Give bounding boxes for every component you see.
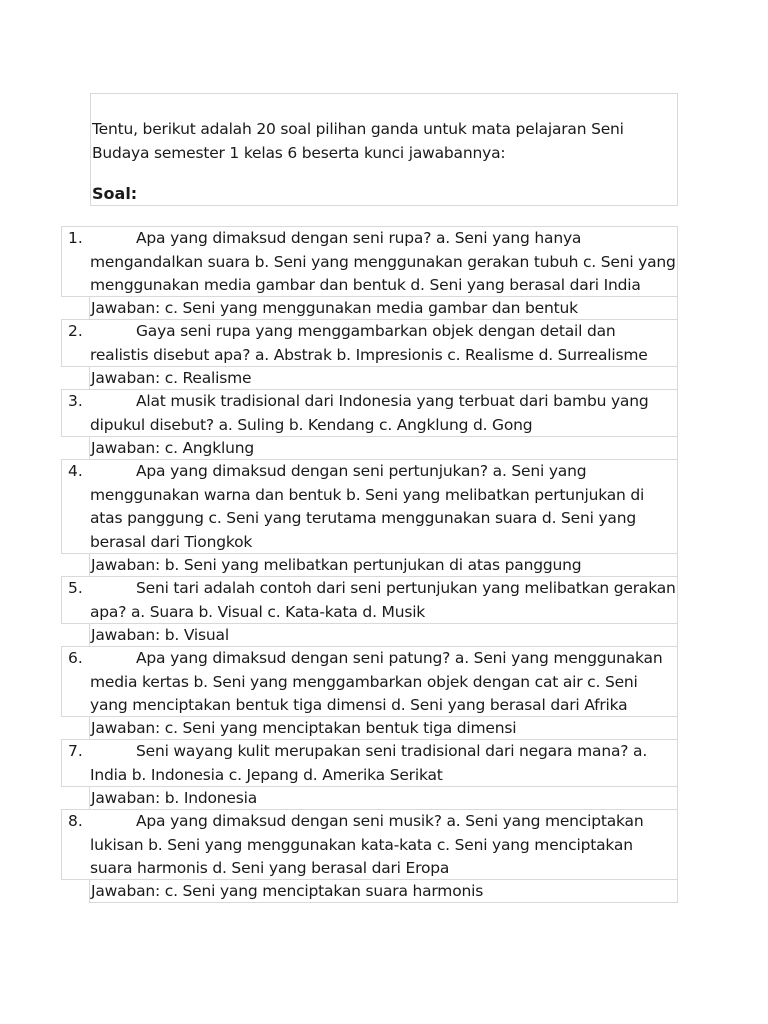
answer-1: Jawaban: c. Seni yang menggunakan media gambar dan bentuk [89,296,678,320]
question-6 [61,646,678,717]
question-list [61,227,678,903]
question-number: 8. [68,812,83,830]
answer-8: Jawaban: c. Seni yang menciptakan suara harmonis [89,879,678,903]
answer-3: Jawaban: c. Angklung [89,436,678,460]
question-text: Alat musik tradisional dari Indonesia yang terbuat dari bambu yang dipukul disebut? a. Suling b. Kendang c. Angklung d. Gong [90,392,649,434]
question-3 [61,389,678,437]
question-number: 6. [68,649,83,667]
intro-box [90,93,678,206]
answer-6: Jawaban: c. Seni yang menciptakan bentuk tiga dimensi [89,716,678,740]
answer-5: Jawaban: b. Visual [89,623,678,647]
question-number: 5. [68,579,83,597]
question-text: Apa yang dimaksud dengan seni musik? a. Seni yang menciptakan lukisan b. Seni yang menggunakan kata-kata c. Seni yang menciptakan suara harmonis d. Seni yang berasal dari Eropa [90,812,644,877]
question-number: 7. [68,742,83,760]
question-4 [61,459,678,554]
question-number: 2. [68,322,83,340]
answer-2: Jawaban: c. Realisme [89,366,678,390]
question-text: Seni wayang kulit merupakan seni tradisional dari negara mana? a. India b. Indonesia c. Jepang d. Amerika Serikat [90,742,648,784]
question-2 [61,319,678,367]
question-text: Gaya seni rupa yang menggambarkan objek dengan detail dan realistis disebut apa? a. Abstrak b. Impresionis c. Realisme d. Surrealisme [90,322,648,364]
question-1 [61,226,678,297]
answer-4: Jawaban: b. Seni yang melibatkan pertunjukan di atas panggung [89,553,678,577]
question-text: Seni tari adalah contoh dari seni pertunjukan yang melibatkan gerakan apa? a. Suara b. Visual c. Kata-kata d. Musik [90,579,676,621]
question-text: Apa yang dimaksud dengan seni patung? a. Seni yang menggunakan media kertas b. Seni yang menggambarkan objek dengan cat air c. Seni yang menciptakan bentuk tiga dimensi d. Seni yang berasal dari Afrika [90,649,663,714]
soal-heading: Soal: [92,184,138,203]
intro-paragraph: Tentu, berikut adalah 20 soal pilihan ganda untuk mata pelajaran Seni Budaya semester 1 kelas 6 beserta kunci jawabannya: [92,120,624,162]
question-number: 4. [68,462,83,480]
question-8 [61,809,678,880]
question-text: Apa yang dimaksud dengan seni pertunjukan? a. Seni yang menggunakan warna dan bentuk b. Seni yang melibatkan pertunjukan di atas panggung c. Seni yang terutama menggunakan suara d. Seni yang berasal dari Tiongkok [90,462,645,551]
question-7 [61,739,678,787]
question-5 [61,576,678,624]
answer-7: Jawaban: b. Indonesia [89,786,678,810]
question-number: 1. [68,229,83,247]
question-number: 3. [68,392,83,410]
question-text: Apa yang dimaksud dengan seni rupa? a. Seni yang hanya mengandalkan suara b. Seni yang menggunakan gerakan tubuh c. Seni yang menggunakan media gambar dan bentuk d. Seni yang berasal dari India [90,229,676,294]
